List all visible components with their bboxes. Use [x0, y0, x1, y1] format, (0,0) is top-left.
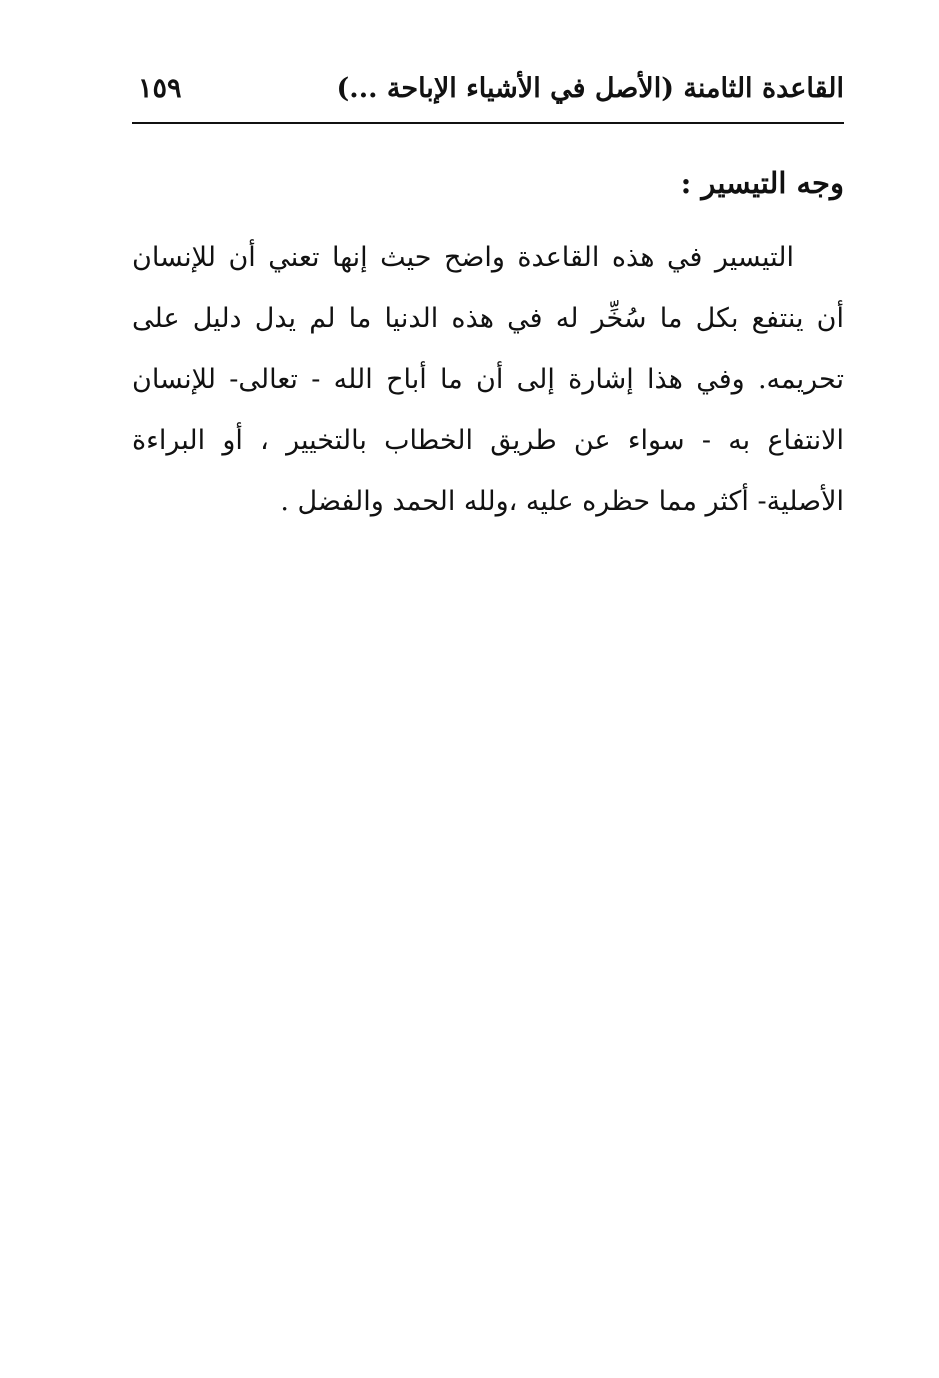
section-heading: وجه التيسير :	[680, 166, 844, 200]
paragraph-line: الانتفاع به - سواء عن طريق الخطاب بالتخيير ، أو البراءة	[132, 425, 844, 456]
running-header-title: القاعدة الثامنة (الأصل في الأشياء الإباحة ...)	[336, 72, 844, 104]
running-header	[132, 66, 844, 110]
header-divider	[132, 122, 844, 124]
paragraph-line: الأصلية- أكثر مما حظره عليه ،ولله الحمد والفضل .	[280, 486, 844, 517]
page-number: ١٥٩	[138, 72, 182, 104]
paragraph-line: تحريمه. وفي هذا إشارة إلى أن ما أباح الله - تعالى- للإنسان	[132, 364, 844, 395]
paragraph-line: أن ينتفع بكل ما سُخِّر له في هذه الدنيا ما لم يدل دليل على	[132, 303, 844, 334]
body-paragraph	[132, 227, 844, 532]
paragraph-line: التيسير في هذه القاعدة واضح حيث إنها تعني أن للإنسان	[132, 242, 794, 273]
